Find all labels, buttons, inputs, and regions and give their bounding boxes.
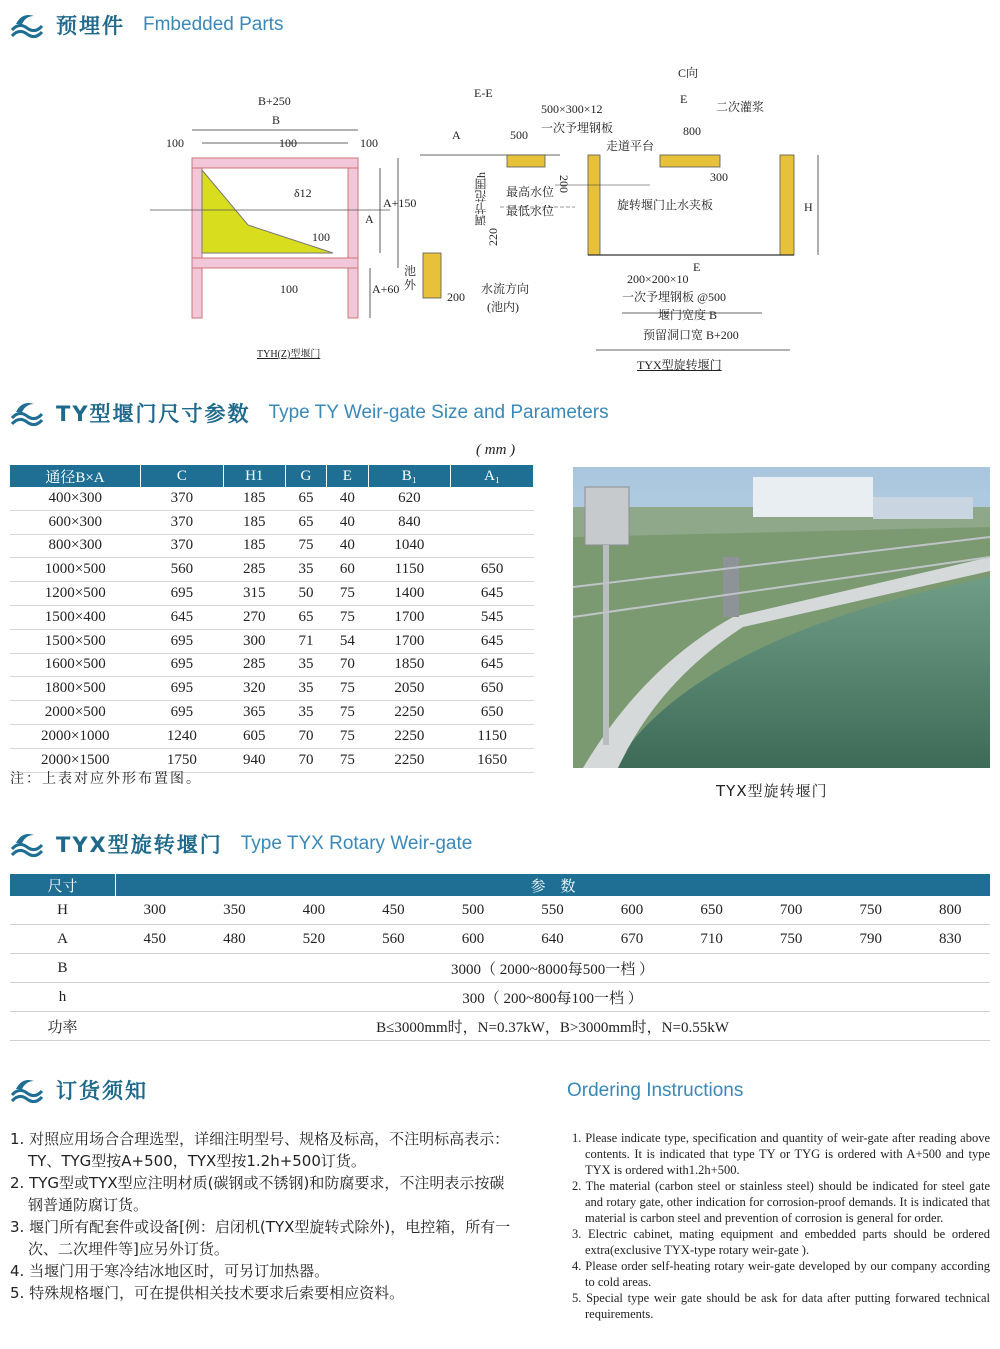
table-cell: 2000×500	[10, 701, 141, 725]
photo-caption: TYX型旋转堰门	[716, 782, 828, 800]
table-row	[10, 677, 534, 701]
table-unit: ( mm )	[476, 442, 516, 458]
table-cell: 2050	[368, 677, 451, 701]
table-cell: 840	[368, 510, 451, 534]
list-item: 1. Please indicate type, specification and quantity of weir-gate after reading above contents. It is indicated that type TY or TYG is ordered with A+500 and type TYX is ordered with1.2h+500.	[572, 1131, 990, 1177]
table-cell: 560	[141, 558, 224, 582]
row-label: A	[57, 930, 68, 947]
table-cell: 940	[223, 748, 285, 772]
table-cell: 71	[285, 629, 326, 653]
table-cell: 670	[620, 930, 644, 947]
label-e-top: E	[680, 92, 688, 106]
section-title-zh: TY型堰门尺寸参数	[56, 402, 251, 426]
label-outside: 池外	[404, 264, 417, 292]
table-cell: 75	[327, 724, 368, 748]
row-label: H	[57, 901, 68, 918]
section-title-embedded	[10, 10, 283, 40]
table-row	[10, 1012, 990, 1041]
diagram-right-caption: TYX型旋转堰门	[637, 358, 722, 372]
row-label: h	[58, 988, 67, 1005]
table-cell: 800×300	[10, 534, 141, 558]
table-cell: 790	[859, 930, 882, 947]
dim-b: B	[272, 113, 281, 127]
list-item: 4. 当堰门用于寒冷结冰地区时，可另订加热器。	[10, 1262, 330, 1280]
table-cell: 750	[859, 901, 882, 918]
col-header: G	[285, 465, 326, 487]
table-cell: 350	[223, 901, 246, 918]
table-cell: 315	[223, 582, 285, 606]
table-header-row	[10, 465, 534, 487]
label-plate200: 200×200×10	[627, 272, 689, 286]
row-value: B≤3000mm时，N=0.37kW，B>3000mm时，N=0.55kW	[376, 1019, 729, 1036]
table-cell	[451, 534, 534, 558]
dim-a150: A+150	[383, 196, 417, 210]
table-cell: 600	[461, 930, 485, 947]
table-cell: 645	[451, 653, 534, 677]
table-cell: 500	[461, 901, 485, 918]
col-header: 通径B×A	[10, 465, 141, 487]
table-cell: 75	[327, 701, 368, 725]
label-high-water: 最高水位	[506, 185, 555, 199]
table-cell: 1400	[368, 582, 451, 606]
table-cell: 1750	[141, 748, 224, 772]
table-cell: 75	[327, 582, 368, 606]
table-cell: 1150	[451, 724, 534, 748]
ty-size-table	[10, 465, 534, 773]
table-cell: 2250	[368, 748, 451, 772]
table-cell: 1000×500	[10, 558, 141, 582]
table-cell: 185	[223, 510, 285, 534]
label-e-bottom: E	[693, 260, 701, 274]
list-item: 2. TYG型或TYX型应注明材质(碳钢或不锈钢)和防腐要求，不注明表示按碳钢普通防腐订货。	[10, 1174, 505, 1214]
table-row	[10, 605, 534, 629]
section-title-en: Fmbedded Parts	[143, 14, 284, 35]
table-cell: 75	[285, 534, 326, 558]
table-row	[10, 558, 534, 582]
table-cell: 50	[285, 582, 326, 606]
table-cell: 285	[223, 558, 285, 582]
label-plate500b: 一次予埋钢板	[541, 121, 614, 135]
table-cell: 54	[327, 629, 368, 653]
section-title-zh: 预埋件	[56, 14, 125, 38]
table-cell: 75	[327, 677, 368, 701]
table-cell: 400	[302, 901, 326, 918]
col-header: C	[141, 465, 224, 487]
table-cell: 70	[327, 653, 368, 677]
section-title-en: Type TY Weir-gate Size and Parameters	[268, 402, 609, 423]
dim-300: 300	[710, 170, 728, 184]
table-row	[10, 629, 534, 653]
table-cell: 2000×1500	[10, 748, 141, 772]
table-cell: 40	[327, 534, 368, 558]
section-title-order	[10, 1075, 148, 1105]
label-adjust: 调节范围h	[474, 172, 488, 226]
embedded-parts-diagram	[0, 55, 1000, 385]
table-cell: 650	[451, 558, 534, 582]
table-cell: 640	[541, 930, 564, 947]
table-cell: 75	[327, 605, 368, 629]
label-ee: E-E	[474, 86, 493, 100]
tyh-frame-drawing	[150, 130, 398, 318]
table-cell: 695	[141, 653, 224, 677]
label-low-water: 最低水位	[506, 204, 555, 218]
table-cell: 75	[327, 748, 368, 772]
col-header: 尺寸	[47, 878, 78, 895]
col-header: A₁	[451, 465, 534, 487]
dim-100-mid: 100	[312, 230, 330, 244]
table-row	[10, 582, 534, 606]
table-cell: 1850	[368, 653, 451, 677]
table-cell: 695	[141, 677, 224, 701]
table-cell: 545	[451, 605, 534, 629]
table-cell: 400×300	[10, 487, 141, 510]
table-row	[10, 925, 990, 954]
table-cell: 2000×1000	[10, 724, 141, 748]
dim-r200: 200	[557, 175, 571, 193]
col-header: H1	[223, 465, 285, 487]
table-cell: 700	[779, 901, 803, 918]
company-logo-icon	[10, 398, 44, 428]
table-row	[10, 983, 990, 1012]
table-cell: 450	[143, 930, 167, 947]
table-cell: 1150	[368, 558, 451, 582]
label-seal: 旋转堰门止水夹板	[617, 198, 714, 212]
table-row	[10, 653, 534, 677]
dim-100-right: 100	[360, 136, 378, 150]
dim-a60: A+60	[372, 282, 400, 296]
company-logo-icon	[10, 1075, 44, 1105]
table-cell: 450	[382, 901, 405, 918]
table-cell: 370	[141, 534, 224, 558]
diagram-left-caption: TYH(Z)型堰门	[257, 349, 321, 360]
table-cell: 645	[451, 629, 534, 653]
table-row	[10, 701, 534, 725]
label-grout: 二次灌浆	[716, 100, 765, 114]
table-cell: 40	[327, 487, 368, 510]
list-item: 4. Please order self-heating rotary weir-gate developed by our company according to cold areas.	[572, 1259, 990, 1289]
dim-b250: B+250	[258, 94, 291, 108]
table-cell: 620	[368, 487, 451, 510]
section-title-en: Type TYX Rotary Weir-gate	[240, 833, 473, 854]
table-cell: 710	[700, 930, 723, 947]
table-cell: 70	[285, 724, 326, 748]
dim-800: 800	[683, 124, 701, 138]
section-title-zh: 订货须知	[56, 1079, 148, 1103]
dim-delta: δ12	[294, 186, 312, 200]
dim-h: H	[804, 200, 813, 214]
table-cell: 270	[223, 605, 285, 629]
table-cell: 830	[938, 930, 962, 947]
table-cell: 185	[223, 534, 285, 558]
table-note: 注：上表对应外形布置图。	[10, 771, 202, 787]
table-cell: 2250	[368, 701, 451, 725]
company-logo-icon	[10, 829, 44, 859]
company-logo-icon	[10, 10, 44, 40]
table-cell: 2250	[368, 724, 451, 748]
section-title-tyx	[10, 829, 472, 859]
table-cell: 65	[285, 605, 326, 629]
table-cell: 1500×500	[10, 629, 141, 653]
table-cell: 65	[285, 510, 326, 534]
tyx-param-table	[10, 874, 990, 1041]
col-header: E	[327, 465, 368, 487]
list-item: 1. 对照应用场合合理选型，详细注明型号、规格及标高，不注明标高表示：TY、TYG型按A+500，TYX型按1.2h+500订货。	[10, 1130, 510, 1170]
label-plate200b: 一次予埋钢板 @500	[622, 290, 727, 304]
table-row	[10, 724, 534, 748]
order-instructions-en	[567, 1130, 990, 1322]
table-cell: 800	[938, 901, 962, 918]
dim-100-bottom: 100	[280, 282, 298, 296]
table-cell: 650	[451, 677, 534, 701]
label-inside: (池内)	[487, 300, 519, 314]
table-cell: 40	[327, 510, 368, 534]
table-cell	[451, 487, 534, 510]
table-cell: 35	[285, 653, 326, 677]
row-label: 功率	[47, 1019, 78, 1036]
table-cell: 370	[141, 510, 224, 534]
dim-220: 220	[486, 228, 500, 246]
section-title-en: Ordering Instructions	[567, 1080, 744, 1101]
label-gate-width: 堰门宽度 B	[658, 308, 718, 322]
table-cell: 600	[620, 901, 644, 918]
table-cell: 1200×500	[10, 582, 141, 606]
section-title-ty	[10, 398, 609, 428]
table-row	[10, 534, 534, 558]
dim-a: A	[365, 212, 374, 226]
table-cell: 185	[223, 487, 285, 510]
table-cell: 600×300	[10, 510, 141, 534]
list-item: 3. 堰门所有配套件或设备[例：启闭机(TYX型旋转式除外)，电控箱，所有一次、二次埋件等]应另外订货。	[10, 1218, 511, 1258]
dim-100-top: 100	[279, 136, 297, 150]
table-cell: 550	[541, 901, 564, 918]
table-row	[10, 510, 534, 534]
table-cell: 1700	[368, 629, 451, 653]
table-cell: 1040	[368, 534, 451, 558]
table-cell: 1600×500	[10, 653, 141, 677]
list-item: 3. Electric cabinet, mating equipment and embedded parts should be ordered extra(exclusive TYX-type rotary weir-gate ).	[572, 1227, 990, 1257]
row-value: 3000（ 2000~8000每500一档 ）	[450, 961, 655, 978]
table-cell: 35	[285, 558, 326, 582]
table-cell: 1650	[451, 748, 534, 772]
row-value: 300（ 200~800每100一档 ）	[462, 990, 643, 1007]
list-item: 5. Special type weir gate should be ask for data after putting forwared technical requirements.	[572, 1291, 990, 1321]
table-header-row	[10, 874, 990, 896]
table-cell: 695	[141, 701, 224, 725]
dim-200: 200	[447, 290, 465, 304]
dim-500: 500	[510, 128, 528, 142]
table-cell: 370	[141, 487, 224, 510]
table-cell: 365	[223, 701, 285, 725]
table-row	[10, 487, 534, 510]
label-hole-width: 预留洞口宽 B+200	[643, 328, 739, 342]
row-label: B	[57, 959, 68, 976]
table-cell: 285	[223, 653, 285, 677]
table-cell: 605	[223, 724, 285, 748]
table-cell: 320	[223, 677, 285, 701]
table-cell: 560	[382, 930, 405, 947]
table-cell: 300	[223, 629, 285, 653]
table-cell: 1500×400	[10, 605, 141, 629]
col-header: 参 数	[530, 878, 576, 895]
label-flow: 水流方向	[481, 282, 530, 296]
table-cell: 520	[302, 930, 326, 947]
table-cell: 645	[141, 605, 224, 629]
label-walkway: 走道平台	[606, 139, 655, 153]
table-cell: 650	[451, 701, 534, 725]
table-row	[10, 954, 990, 983]
table-cell: 70	[285, 748, 326, 772]
dim-a-right: A	[452, 128, 461, 142]
list-item: 5. 特殊规格堰门，可在提供相关技术要求后索要相应资料。	[10, 1284, 405, 1302]
col-header: B₁	[368, 465, 451, 487]
table-cell: 300	[143, 901, 167, 918]
table-cell: 695	[141, 582, 224, 606]
table-cell: 65	[285, 487, 326, 510]
weir-gate-photo	[573, 467, 990, 768]
table-cell: 645	[451, 582, 534, 606]
table-cell: 35	[285, 677, 326, 701]
label-c-view: C向	[678, 66, 699, 80]
dim-100-left: 100	[166, 136, 184, 150]
table-cell	[451, 510, 534, 534]
label-plate500: 500×300×12	[541, 102, 603, 116]
table-cell: 650	[700, 901, 723, 918]
table-cell: 695	[141, 629, 224, 653]
table-cell: 1800×500	[10, 677, 141, 701]
list-item: 2. The material (carbon steel or stainless steel) should be indicated for steel gate and rotary gate, other indication for corrosion-proof demands. It is indicated that material is carbon steel and prevention of corrosion is general for order.	[572, 1179, 990, 1225]
table-cell: 1700	[368, 605, 451, 629]
table-row	[10, 896, 990, 925]
table-cell: 1240	[141, 724, 224, 748]
order-instructions-zh	[10, 1128, 515, 1304]
table-cell: 480	[223, 930, 246, 947]
table-cell: 750	[779, 930, 803, 947]
table-cell: 60	[327, 558, 368, 582]
section-title-zh: TYX型旋转堰门	[56, 833, 223, 857]
table-cell: 35	[285, 701, 326, 725]
